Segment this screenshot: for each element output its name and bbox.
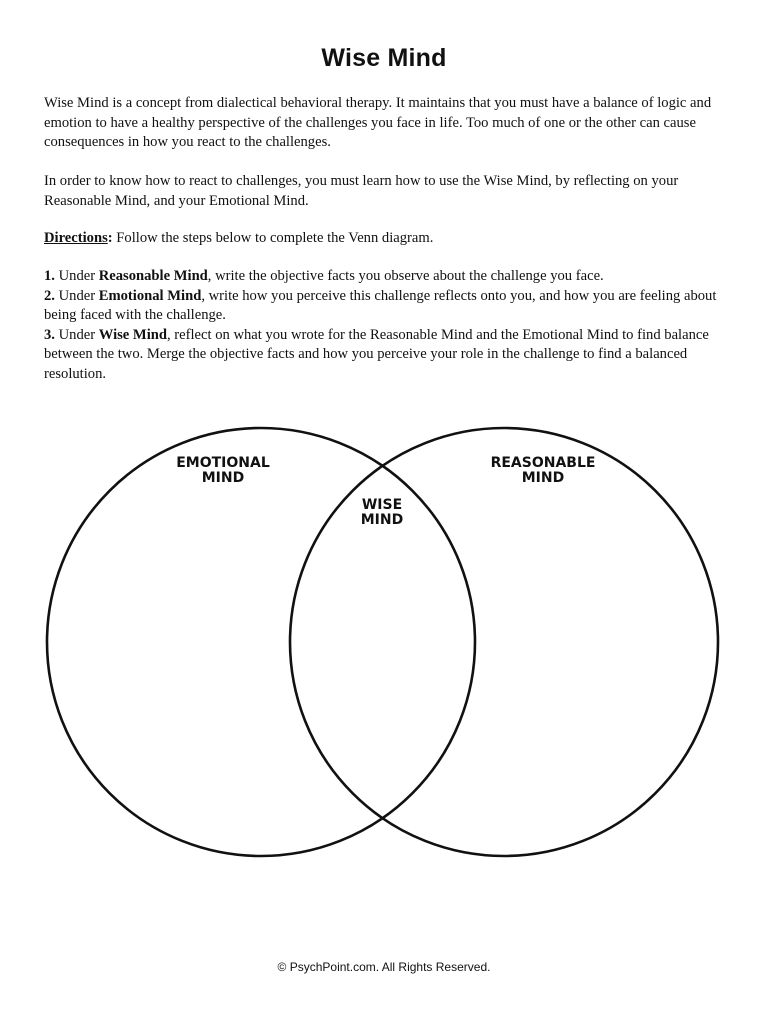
copyright-footer: © PsychPoint.com. All Rights Reserved.	[277, 960, 491, 974]
step-text-post: , write the objective facts you observe about the challenge you face.	[207, 268, 604, 284]
emotional-mind-label-line-1: EMOTIONAL	[176, 455, 270, 471]
step-text-post: , write how you perceive this challenge reflects onto you, and how you are feeling about being faced with the challenge.	[44, 287, 717, 324]
step-3	[44, 327, 709, 382]
reasonable-mind-circle[interactable]	[290, 428, 718, 856]
step-text-pre: Under	[54, 268, 99, 284]
directions-text: Follow the steps below to complete the Venn diagram.	[112, 230, 434, 246]
step-keyword: Reasonable Mind	[98, 268, 208, 284]
step-2	[44, 288, 716, 324]
steps-list	[44, 267, 734, 385]
step-keyword: Emotional Mind	[98, 287, 202, 304]
step-text-pre: Under	[54, 326, 99, 343]
emotional-mind-circle[interactable]	[47, 428, 475, 856]
venn-diagram	[0, 420, 768, 890]
step-keyword: Wise Mind	[98, 326, 167, 343]
step-number: 1.	[44, 268, 55, 284]
step-number: 2.	[44, 287, 55, 304]
directions-label: Directions	[44, 230, 108, 246]
directions-line	[44, 229, 734, 249]
wise-mind-label-line-1: WISE	[361, 497, 403, 513]
wise-mind-label-line-2: MIND	[360, 512, 404, 528]
step-text-post: , reflect on what you wrote for the Reasonable Mind and the Emotional Mind to find balance between the two. Merge the objective facts and how you perceive your role in the challenge to find a balanced resolution.	[44, 326, 709, 382]
step-1	[44, 268, 604, 284]
emotional-mind-label-line-2: MIND	[201, 470, 245, 486]
reasonable-mind-label-line-2: MIND	[521, 470, 565, 486]
intro-paragraph-1: Wise Mind is a concept from dialectical behavioral therapy. It maintains that you must have a balance of logic and emotion to have a healthy perspective of the challenges you face in life. Too much of one or the other can cause consequences in how you react to the challenges.	[44, 95, 712, 151]
intro-paragraph-2: In order to know how to react to challenges, you must learn how to use the Wise Mind, by reflecting on your Reasonable Mind, and your Emotional Mind.	[44, 173, 679, 209]
step-number: 3.	[44, 326, 55, 343]
directions-colon: :	[107, 230, 113, 246]
page-title: Wise Mind	[321, 44, 447, 72]
reasonable-mind-label-line-1: REASONABLE	[490, 455, 596, 471]
step-text-pre: Under	[54, 287, 99, 304]
